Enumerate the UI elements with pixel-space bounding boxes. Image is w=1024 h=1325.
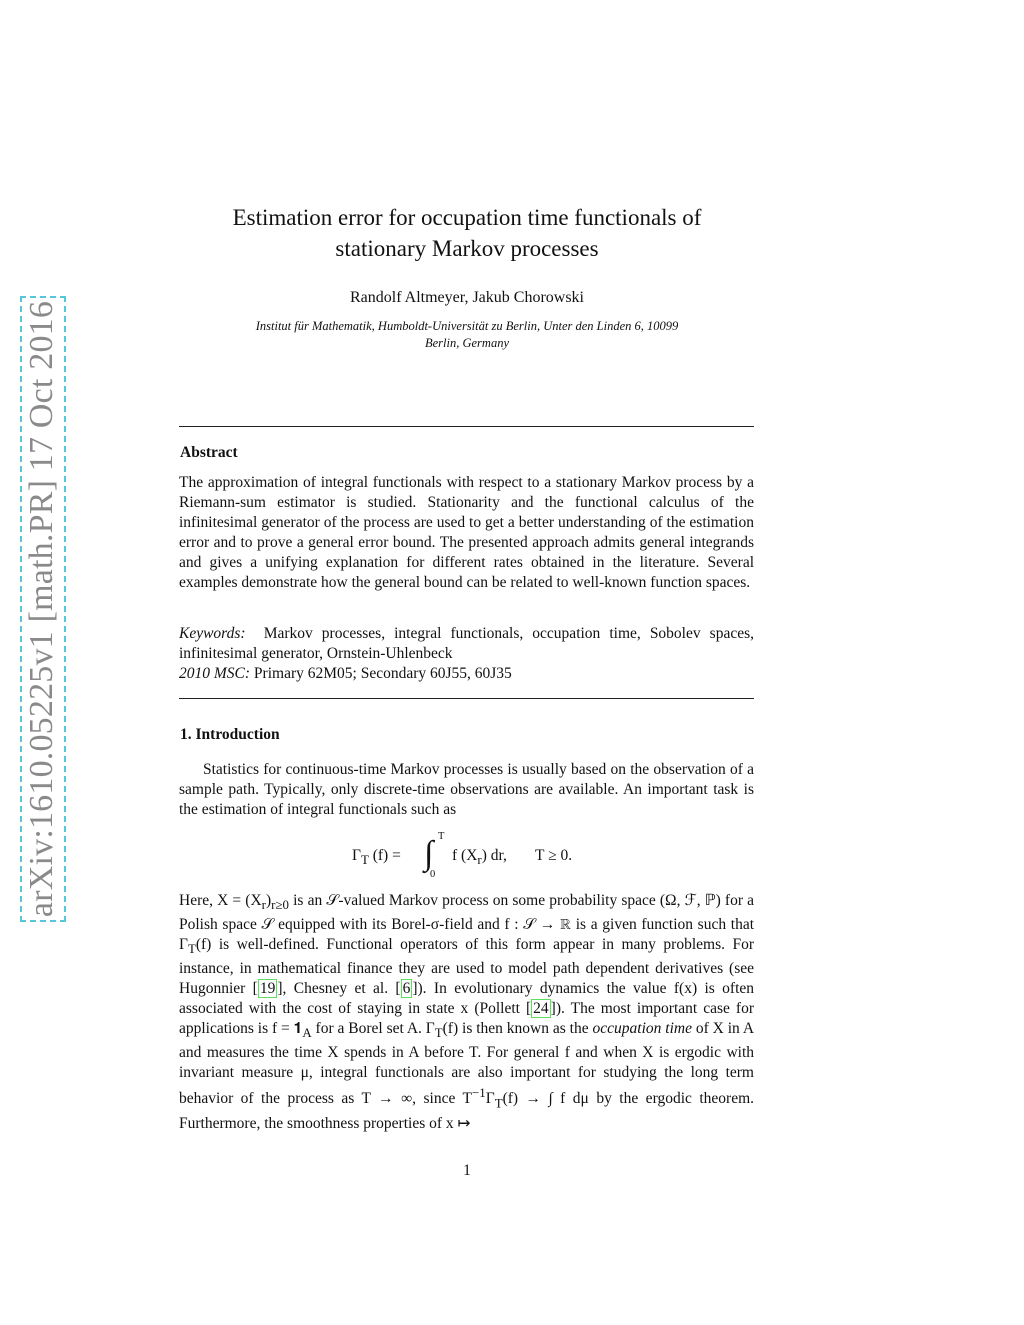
msc-label: 2010 MSC: [179,665,251,682]
p2-d: (f) is well-defined. Functional operators of this form appear in many problems. For instance, in mathematical finance they are used to model path dependent derivatives (see Hugonnier [ [179,936,754,998]
abstract-body [179,473,754,593]
eq-integrand-rest: ) dr, [481,847,507,864]
introduction-heading: 1. Introduction [180,726,280,743]
citation-link-19[interactable]: 19 [259,980,276,998]
bottom-rule [179,698,754,699]
title-line-1: Estimation error for occupation time functionals of [232,205,702,230]
p2-k: Γ [485,1090,495,1108]
top-rule [179,426,754,427]
arxiv-stamp[interactable] [20,296,66,922]
page-number: 1 [463,1162,471,1179]
integral-equation [352,833,612,881]
equation-condition: T ≥ 0. [535,847,573,864]
p2-c: is an 𝒮-valued Markov process on some probability space (Ω, ℱ, ℙ) for a Polish space 𝒮 equipped with its Borel-σ-field and f : 𝒮 → ℝ is a given function such that Γ [179,892,754,954]
p2-g: ]). The most important case for applications is f = 𝟏 [179,1000,754,1038]
intro-text-1: Statistics for continuous-time Markov processes is usually based on the observation of a sample path. Typically, only discrete-time observations are available. An important task is the estimation of integral functionals such as [179,761,754,818]
integral-lower-limit: 0 [430,869,436,880]
keywords-paragraph [179,624,754,664]
eq-gamma-sub: T [360,852,369,868]
msc-paragraph [179,664,754,684]
arxiv-identifier[interactable]: arXiv:1610.05225v1 [math.PR] 17 Oct 2016 [23,300,61,918]
intro-paragraph-2 [179,891,754,1134]
p2-h: for a Borel set A. Γ [311,1020,435,1038]
affiliation [190,318,744,352]
p2-b: ) [265,892,272,909]
citation-link-24[interactable]: 24 [533,1000,549,1018]
p2-occupation-time: occupation time [592,1020,692,1038]
abstract-heading: Abstract [180,444,238,461]
p2-c-sub: T [187,941,196,957]
keywords-label: Keywords: [179,625,246,642]
p2-j-sup: −1 [471,1085,486,1101]
intro-text-2 [179,891,754,1134]
authors: Randolf Altmeyer, Jakub Chorowski [350,289,584,306]
equation-lhs [352,847,401,868]
p2-k-sub: T [494,1095,503,1111]
msc-text: Primary 62M05; Secondary 60J55, 60J35 [253,665,512,682]
eq-lhs-arg: (f) = [368,847,401,864]
keywords-text: Markov processes, integral functionals, occupation time, Sobolev spaces, infinitesimal generator, Ornstein-Uhlenbeck [179,625,754,662]
keywords-block [179,624,754,684]
eq-integrand-sub: r [477,852,482,868]
eq-integrand: f (X [452,847,478,864]
abstract-text: The approximation of integral functionals with respect to a stationary Markov process by a Riemann-sum estimator is studied. Stationarity and the functional calculus of the infinitesimal generator of the process are used to get a better understanding of the estimation error and to prove a general error bound. The presented approach admits general integrands and gives a unifying explanation for different rates obtained in the literature. Several examples demonstrate how the general bound can be related to well-known function spaces. [179,474,754,591]
p2-l: (f) → ∫ f dμ by the ergodic theorem. Furthermore, the smoothness properties of x ↦ [179,1090,754,1132]
p2-a-sub: r [261,897,266,913]
affiliation-line-2: Berlin, Germany [424,336,509,350]
citation-link-6[interactable]: 6 [402,980,411,998]
affiliation-line-1: Institut für Mathematik, Humboldt-Universität zu Berlin, Unter den Linden 6, 10099 [255,319,679,333]
eq-gamma: Γ [352,847,361,864]
p2-g-sub: A [302,1025,312,1041]
p2-j: of X in A and measures the time X spends in A before T. For general f and when X is ergodic with invariant measure μ, integral functionals are also important for studying the long term behavior of the process as T → ∞, since T [179,1020,755,1108]
equation-integrand [452,847,507,868]
p2-a: Here, X = (X [179,892,262,909]
integral-sign: ∫ [424,835,434,872]
p2-b-sub: r≥0 [271,897,289,913]
p2-h-sub: T [434,1025,443,1041]
p2-f: ]). In evolutionary dynamics the value f(x) is often associated with the cost of staying in state x (Pollett [ [179,980,755,1018]
paper-title [180,202,754,264]
title-line-2: stationary Markov processes [335,236,599,261]
p2-e: ], Chesney et al. [ [277,980,401,998]
integral-upper-limit: T [438,831,445,842]
p2-i: (f) is then known as the [442,1020,593,1038]
intro-paragraph-1 [179,760,754,820]
